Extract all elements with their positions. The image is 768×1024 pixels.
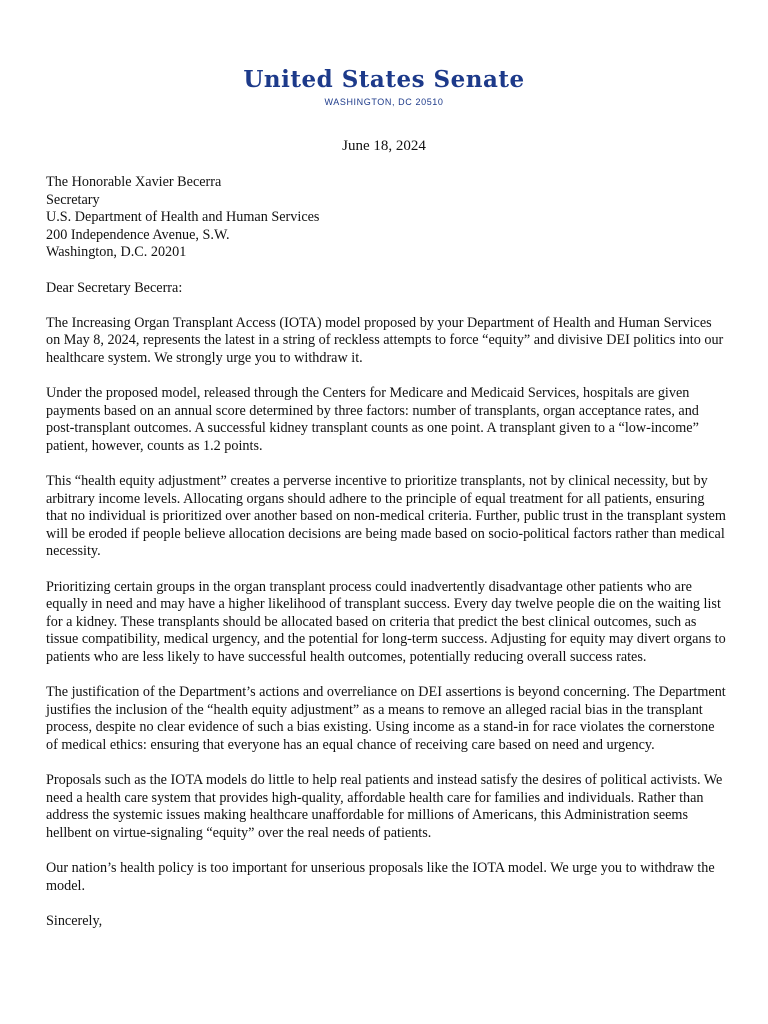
paragraph: Under the proposed model, released through the Centers for Medicare and Medicaid Services, hospitals are given payments based on an annual score determined by three factors: number of transplants, organ acceptance rates, and post-transplant outcomes. A successful kidney transplant counts as one point. A transplant given to a “low-income” patient, however, counts as 1.2 points. xyxy=(46,385,699,454)
paragraph: This “health equity adjustment” creates a perverse incentive to prioritize transplants, not by clinical necessity, but by arbitrary income levels. Allocating organs should adhere to the principle of equal treatment for all patients, ensuring that no individual is prioritized over another based on non-medical criteria. Further, public trust in the transplant system will be eroded if people believe allocation decisions are being made based on socio-political factors rather than medical necessity. xyxy=(46,473,726,560)
recipient-block xyxy=(46,174,726,262)
paragraph: Prioritizing certain groups in the organ transplant process could inadvertently disadvantage other patients who are equally in need and may have a higher likelihood of transplant success. Every day twelve people die on the waiting list for a kidney. These transplants should be allocated based on criteria that predict the best clinical outcomes, such as tissue compatibility, medical urgency, and the potential for long-term success. Adjusting for equity may divert organs to patients who are less likely to have successful health outcomes, potentially reducing overall success rates. xyxy=(46,578,726,666)
recipient-name: The Honorable Xavier Becerra xyxy=(46,174,222,190)
paragraph: Our nation’s health policy is too important for unserious proposals like the IOTA model. We urge you to withdraw the model. xyxy=(46,860,715,894)
closing: Sincerely, xyxy=(46,912,103,929)
letter-body xyxy=(46,174,726,931)
salutation: Dear Secretary Becerra: xyxy=(46,279,183,296)
recipient-street: 200 Independence Avenue, S.W. xyxy=(46,226,230,243)
senate-title: United States Senate xyxy=(243,66,525,93)
paragraph: The justification of the Department’s actions and overreliance on DEI assertions is beyond concerning. The Department justifies the inclusion of the “health equity adjustment” as a means to remove an alleged racial bias in the transplant process, despite no clear evidence of such a bias existing. Using income as a stand-in for race violates the cornerstone of medical ethics: ensuring that everyone has an equal chance of receiving care based on need and urgency. xyxy=(46,684,726,753)
senate-address: WASHINGTON, DC 20510 xyxy=(324,97,444,107)
paragraph: The Increasing Organ Transplant Access (IOTA) model proposed by your Department of Health and Human Services on May 8, 2024, represents the latest in a string of reckless attempts to force “equity” and divisive DEI politics into our healthcare system. We strongly urge you to withdraw it. xyxy=(46,314,724,366)
recipient-title: Secretary xyxy=(46,191,100,208)
recipient-city: Washington, D.C. 20201 xyxy=(46,244,187,261)
paragraph: Proposals such as the IOTA models do little to help real patients and instead satisfy the desires of political activists. We need a health care system that provides high-quality, affordable health care for families and individuals. Rather than address the systemic issues making healthcare unaffordable for millions of Americans, this Administration seems hellbent on virtue-signaling “equity” over the real needs of patients. xyxy=(46,772,723,841)
recipient-department: U.S. Department of Health and Human Services xyxy=(46,209,320,226)
letterhead xyxy=(0,66,768,108)
letter-date: June 18, 2024 xyxy=(342,138,426,154)
